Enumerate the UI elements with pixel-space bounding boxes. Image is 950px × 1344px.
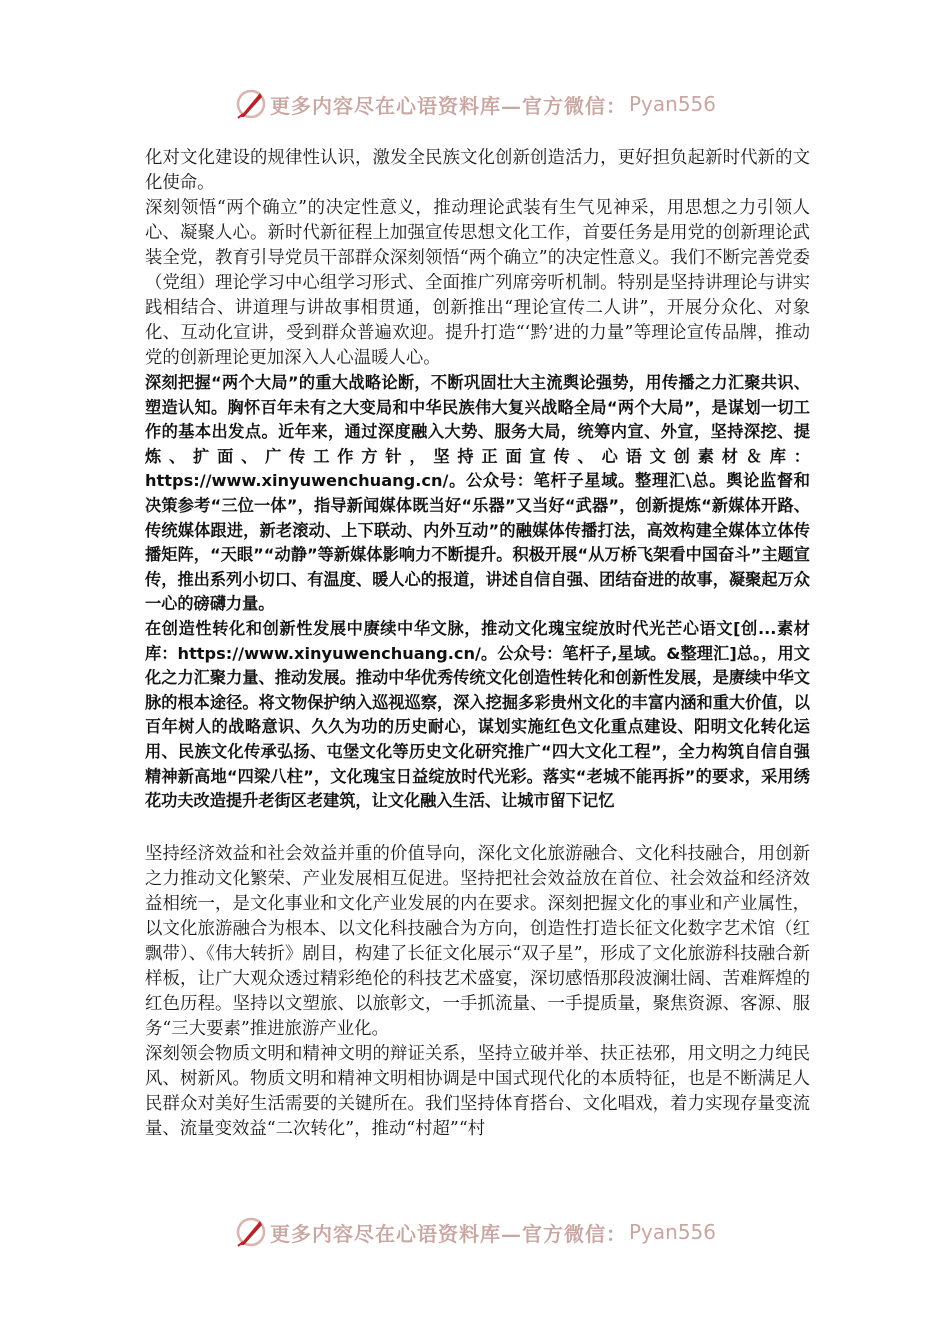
quill-pen-logo-icon <box>234 1215 268 1249</box>
paragraph-5: 坚持经济效益和社会效益并重的价值导向，深化文化旅游融合、文化科技融合，用创新之力推动文化繁荣、产业发展相互促进。坚持把社会效益放在首位、社会效益和经济效益相统一，是文化事业和文化产业发展的内在要求。深刻把握文化的事业和产业属性，以文化旅游融合为根本、以文化科技融合为方向，创造性打造长征文化数字艺术馆（红飘带）、《伟大转折》剧目，构建了长征文化展示“双子星”，形成了文化旅游科技融合新样板，让广大观众透过精彩绝伦的科技艺术盛宴，深切感悟那段波澜壮阔、苦难辉煌的红色历程。坚持以文塑旅、以旅彰文，一手抓流量、一手提质量，聚焦资源、客源、服务“三大要素”推进旅游产业化。 <box>145 843 810 1039</box>
header-banner <box>0 84 950 124</box>
paragraph-gap <box>145 814 810 842</box>
wechat-id: Pyan556 <box>628 1220 716 1244</box>
paragraph-1: 化对文化建设的规律性认识，激发全民族文化创新创造活力，更好担负起新时代新的文化使命。 <box>145 148 810 193</box>
quill-pen-logo-icon <box>234 87 268 121</box>
paragraph-6: 深刻领会物质文明和精神文明的辩证关系，坚持立破并举、扶正祛邪，用文明之力纯民风、树新风。物质文明和精神文明相协调是中国式现代化的本质特征，也是不断满足人民群众对美好生活需要的关键所在。我们坚持体育搭台、文化唱戏，着力实现存量变流量、流量变效益“二次转化”，推动“村超”“村 <box>145 1043 810 1139</box>
paragraph-3: 深刻把握“两个大局”的重大战略论断，不断巩固壮大主流舆论强势，用传播之力汇聚共识、塑造认知。胸怀百年未有之大变局和中华民族伟大复兴战略全局“两个大局”，是谋划一切工作的基本出发点。近年来，通过深度融入大势、服务大局，统筹内宣、外宣，坚持深挖、提炼、扩面、广传工作方针，坚持正面宣传、心语文创素材＆库：https://www.xinyuwenchuang.cn/。公众号：笔杆子星域。整理汇\总。舆论监督和决策参考“三位一体”，指导新闻媒体既当好“乐器”又当好“武器”，创新提炼“新媒体开路、传统媒体跟进，新老滚动、上下联动、内外互动”的融媒体传播打法，高效构建全媒体立体传播矩阵，“天眼”“动静”等新媒体影响力不断提升。积极开展“从万桥飞架看中国奋斗”主题宣传，推出系列小切口、有温度、暖人心的报道，讲述自信自强、团结奋进的故事，凝聚起万众一心的磅礴力量。 <box>145 373 810 614</box>
wechat-id: Pyan556 <box>628 92 716 116</box>
paragraph-2: 深刻领悟“两个确立”的决定性意义，推动理论武装有生气见神采，用思想之力引领人心、凝聚人心。新时代新征程上加强宣传思想文化工作，首要任务是用党的创新理论武装全党，教育引导党员干部群众深刻领悟“两个确立”的决定性意义。我们不断完善党委（党组）理论学习中心组学习形式、全面推广列席旁听机制。特别是坚持讲理论与讲实践相结合、讲道理与讲故事相贯通，创新推出“理论宣传二人讲”，开展分众化、对象化、互动化宣讲，受到群众普遍欢迎。提升打造“‘黔’进的力量”等理论宣传品牌，推动党的创新理论更加深入人心温暖人心。 <box>145 198 810 368</box>
banner-text: 更多内容尽在心语资料库—官方微信： <box>269 1221 627 1246</box>
paragraph-4: 在创造性转化和创新性发展中赓续中华文脉，推动文化瑰宝绽放时代光芒心语文[创...素材库：https://www.xinyuwenchuang.cn/。公众号：笔杆子,星域。&整理汇]总。，用文化之力汇聚力量、推动发展。推动中华优秀传统文化创造性转化和创新性发展，是赓续中华文脉的根本途径。将文物保护纳入巡视巡察，深入挖掘多彩贵州文化的丰富内涵和重大价值，以百年树人的战略意识、久久为功的历史耐心，谋划实施红色文化重点建设、阳明文化转化运用、民族文化传承弘扬、屯堡文化等历史文化研究推广“四大文化工程”，全力构筑自信自强精神新高地“四梁八柱”，文化瑰宝日益绽放时代光彩。落实“老城不能再拆”的要求，采用绣花功夫改造提升老街区老建筑，让文化融入生活、让城市留下记忆 <box>145 618 810 811</box>
footer-banner <box>0 1212 950 1252</box>
document-body <box>145 146 810 1142</box>
banner-text: 更多内容尽在心语资料库—官方微信： <box>269 93 627 118</box>
